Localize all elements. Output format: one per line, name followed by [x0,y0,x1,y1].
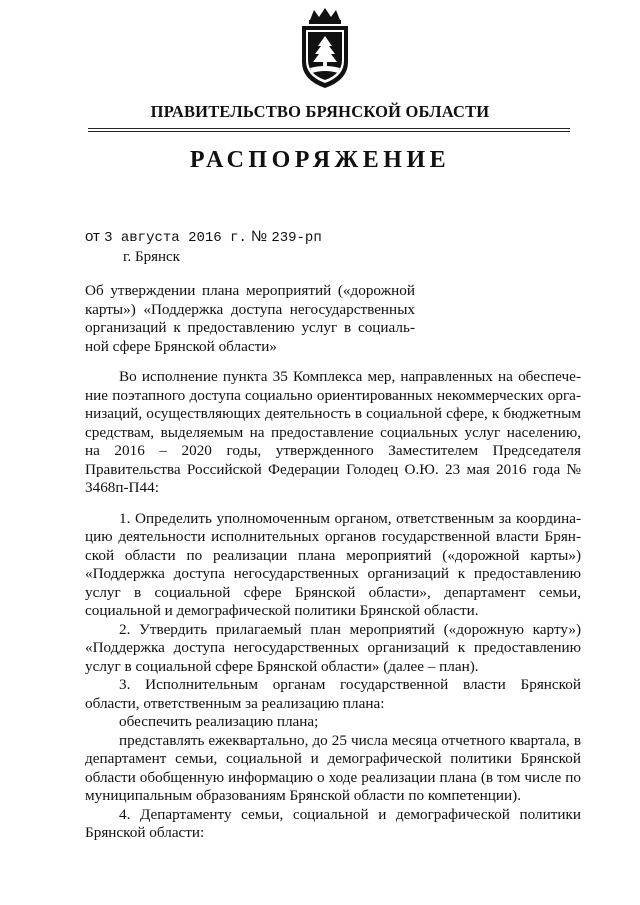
document-number: 239-рп [271,230,322,246]
government-heading: ПРАВИТЕЛЬСТВО БРЯНСКОЙ ОБЛАСТИ [150,102,490,121]
body-paragraph-item-2: 2. Утвердить прилагаемый план мероприятий («дорожную карту») «Поддержка доступа негосударственных организаций к предоставлению услуг в социальной сфере Брянской области» (далее – план). [85,620,581,675]
number-sign: № [246,228,272,245]
coat-of-arms-emblem [296,6,354,90]
document-subject: Об утверждении плана мероприятий («дорожной карты») «Поддержка доступа негосударственных организаций к предоставлению услуг в социальной сфере Брянской области» [85,282,415,355]
body-paragraph-item-4: 4. Департаменту семьи, социальной и демографической политики Брянской области: [85,805,581,841]
issue-city: г. Брянск [123,249,180,265]
body-paragraph-item-1: 1. Определить уполномоченным органом, ответственным за координацию деятельности исполнительных органов государственной власти Брянской области по реализации плана мероприятий («дорожной карты») «Поддержка доступа негосударственных организаций к предоставлению услуг в социальной сфере Брянской области», департамент семьи, социальной и демографической политики Брянской области. [85,509,581,619]
header-rule-top [88,128,570,129]
date-prefix: от [85,228,105,245]
document-type-title: РАСПОРЯЖЕНИЕ [189,147,451,173]
body-paragraph-preamble: Во исполнение пункта 35 Комплекса мер, направленных на обеспечение поэтапного доступа социально ориентированных некоммерческих организаций, осуществляющих деятельность в социальной сфере, к бюджетным средствам, выделяемым на предоставление социальных услуг населению, на 2016 – 2020 годы, утвержденного Заместителем Председателя Правительства Российской Федерации Голодец О.Ю. 23 мая 2016 года № 3468п-П44: [85,368,581,496]
body-paragraph-item-3-sub-1: обеспечить реализацию плана; [119,713,319,730]
date-number-line [85,228,322,246]
body-paragraph-item-3-sub-2: представлять ежеквартально, до 25 числа месяца отчетного квартала, в департамент семьи, социальной и демографической политики Брянской области обобщенную информацию о ходе реализации плана (в том числе по муниципальным образованиям Брянской области по компетенции). [85,731,581,804]
document-date: 3 августа 2016 г. [104,230,247,246]
header-rule-bottom [88,131,570,132]
document-body [85,368,581,843]
body-paragraph-item-3: 3. Исполнительным органам государственной власти Брянской области, ответственным за реализацию плана: [85,676,581,712]
